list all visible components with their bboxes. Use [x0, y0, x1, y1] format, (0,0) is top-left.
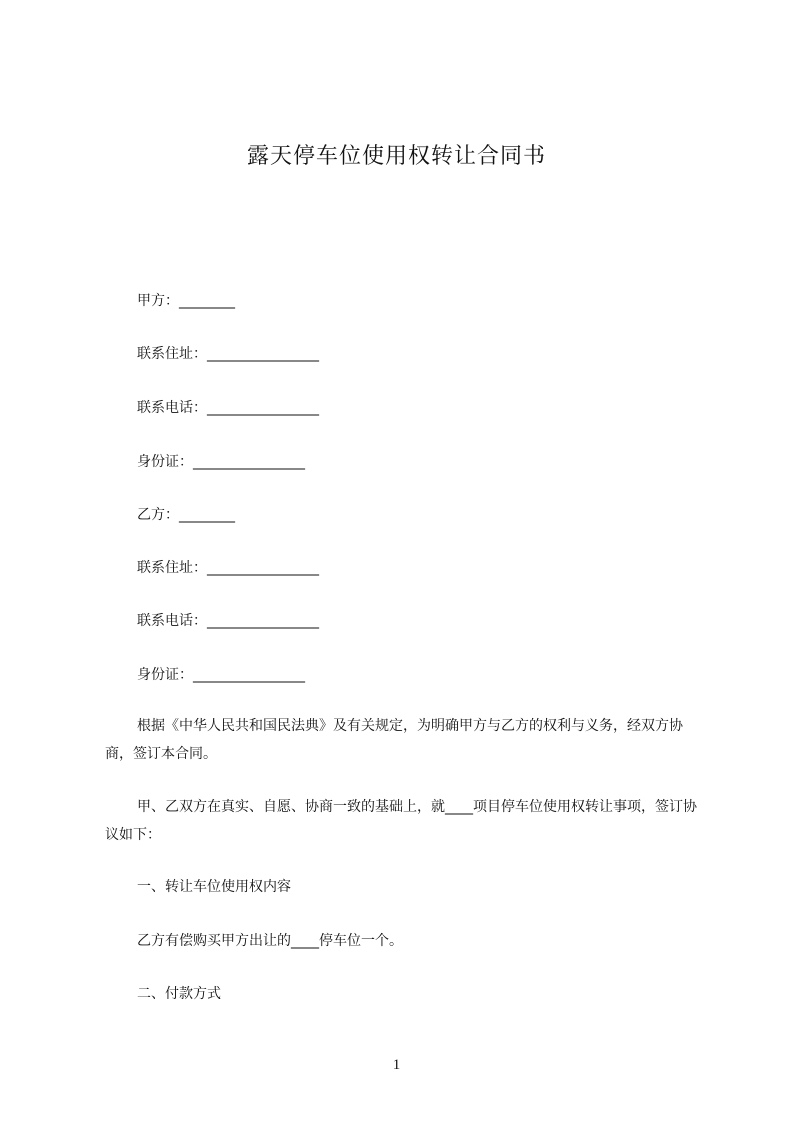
- party-a-name-line: 甲方：________: [137, 293, 235, 309]
- document-title: 露天停车位使用权转让合同书: [246, 144, 546, 169]
- section-1-body: 乙方有偿购买甲方出让的____停车位一个。: [137, 933, 403, 949]
- section-1-heading: 一、转让车位使用权内容: [137, 879, 291, 895]
- party-a-address-line: 联系住址：________________: [137, 346, 319, 362]
- party-b-id-line: 身份证：________________: [137, 667, 305, 683]
- party-a-phone-line: 联系电话：________________: [137, 400, 319, 416]
- preamble-paragraph: 根据《中华人民共和国民法典》及有关规定，为明确甲方与乙方的权利与义务，经双方协商，签订本合同。: [105, 718, 683, 762]
- agreement-paragraph: 甲、乙双方在真实、自愿、协商一致的基础上，就____项目停车位使用权转让事项，签订协议如下：: [105, 799, 697, 843]
- party-a-id-line: 身份证：________________: [137, 454, 305, 470]
- party-b-phone-line: 联系电话：________________: [137, 613, 319, 629]
- party-b-name-line: 乙方：________: [137, 507, 235, 523]
- party-b-address-line: 联系住址：________________: [137, 560, 319, 576]
- section-2-heading: 二、付款方式: [137, 986, 221, 1002]
- page-number: 1: [392, 1057, 401, 1073]
